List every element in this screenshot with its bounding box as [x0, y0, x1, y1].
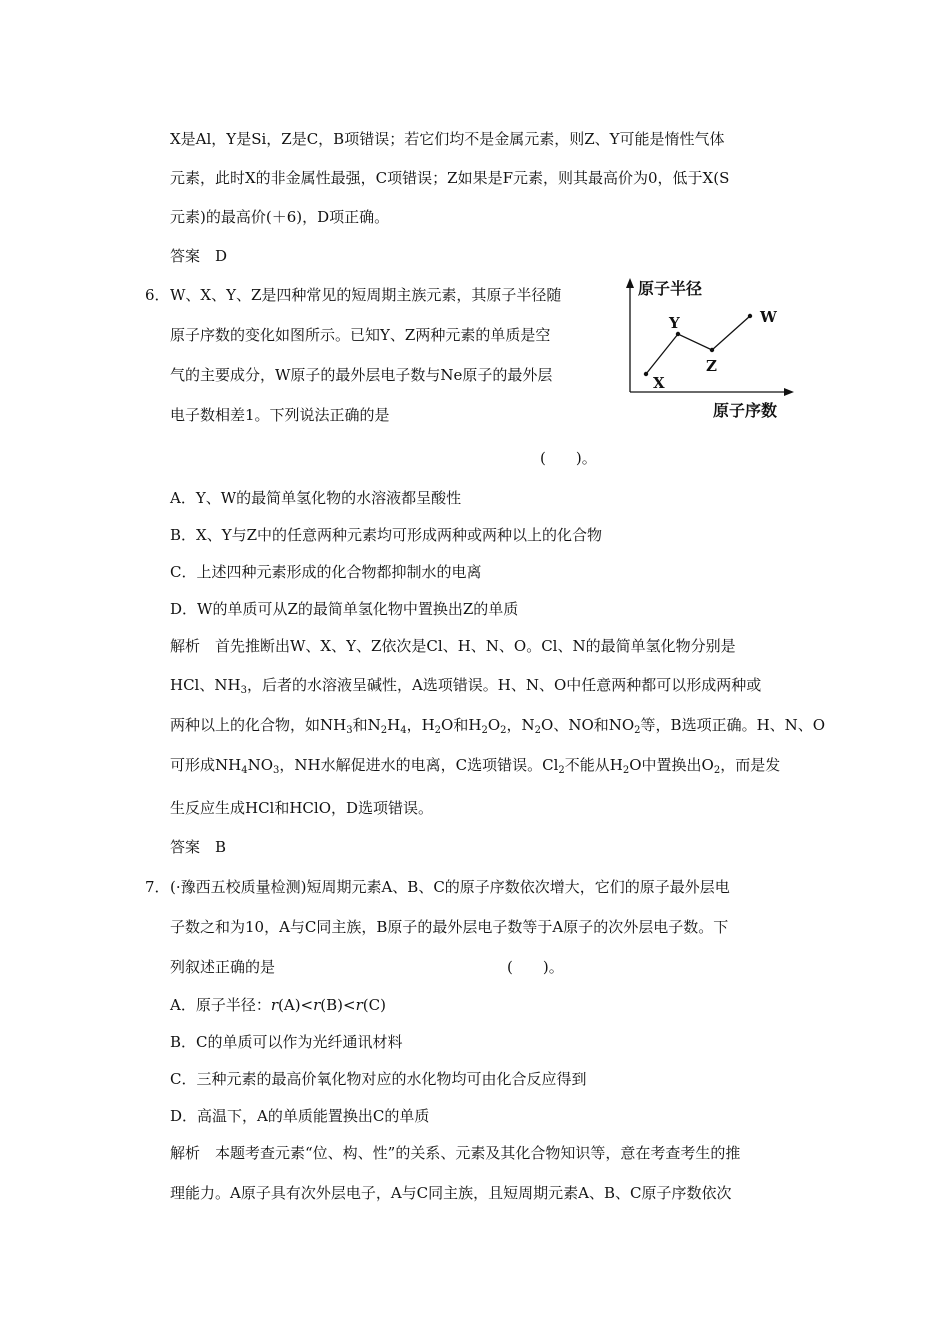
- atomic-radius-figure: [610, 270, 800, 420]
- q6-solution-line-3: 两种以上的化合物，如$NH_3$和$N_2H_4$，$H_2O$和$H_2O_2$，$N_2O$、NO和$NO_2$等，B选项正确。H、N、O: [170, 716, 826, 736]
- q6-stem-line-2: 原子序数的变化如图所示。已知Y、Z两种元素的单质是空: [170, 326, 551, 344]
- y-axis-label: 原子半径: [638, 279, 703, 298]
- q7-stem-line-2: 子数之和为10，A与C同主族，B原子的最外层电子数等于A原子的次外层电子数。下: [170, 918, 729, 936]
- point-y: [676, 332, 680, 336]
- y-axis-arrow: [626, 278, 634, 288]
- label-x: X: [653, 374, 665, 392]
- q7-solution-line-1: 解析 本题考查元素“位、构、性”的关系、元素及其化合物知识等，意在考查考生的推: [170, 1144, 741, 1162]
- q7-stem-line-1: (·豫西五校质量检测)短周期元素A、B、C的原子序数依次增大，它们的原子最外层电: [170, 878, 730, 896]
- prev-solution-line-1: X是Al，Y是Si，Z是C，B项错误；若它们均不是金属元素，则Z、Y可能是惰性气体: [170, 130, 725, 148]
- q7-option-a: A．原子半径：r(A)<r(B)<r(C): [170, 996, 386, 1014]
- label-z: Z: [706, 357, 717, 375]
- q6-solution-line-4: 可形成$NH_4NO_3$，NH水解促进水的电离，C选项错误。$Cl_2$不能从$H_2O$中置换出$O_2$，而是发: [170, 756, 781, 776]
- x-axis-label: 原子序数: [713, 401, 778, 420]
- q7-option-b: B．C的单质可以作为光纤通讯材料: [170, 1033, 403, 1051]
- x-axis-arrow: [784, 388, 794, 396]
- q6-answer: 答案 B: [170, 838, 227, 856]
- q7-stem-line-3: 列叙述正确的是: [170, 958, 276, 976]
- prev-solution-line-2: 元素，此时X的非金属性最强，C项错误；Z如果是F元素，则其最高价为0，低于X(S: [170, 169, 730, 187]
- label-w: W: [760, 308, 777, 326]
- q6-option-b: B．X、Y与Z中的任意两种元素均可形成两种或两种以上的化合物: [170, 526, 603, 544]
- q6-solution-line-5: 生反应生成HCl和HClO，D选项错误。: [170, 799, 434, 817]
- q6-option-d: D．W的单质可从Z的最简单氢化物中置换出Z的单质: [170, 600, 519, 618]
- radius-trend-line: [646, 316, 750, 374]
- q7-solution-line-2: 理能力。A原子具有次外层电子，A与C同主族，且短周期元素A、B、C原子序数依次: [170, 1184, 732, 1202]
- q6-option-c: C．上述四种元素形成的化合物都抑制水的电离: [170, 563, 482, 581]
- point-z: [710, 348, 714, 352]
- q6-solution-line-2: HCl、$NH_3$，后者的水溶液呈碱性，A选项错误。H、N、O中任意两种都可以形成两种或: [170, 676, 762, 696]
- point-w: [748, 314, 752, 318]
- q6-number: 6．: [145, 286, 170, 304]
- q7-number: 7．: [145, 878, 170, 896]
- q6-solution-line-1: 解析 首先推断出W、X、Y、Z依次是Cl、H、N、O。Cl、N的最简单氢化物分别是: [170, 637, 736, 655]
- q7-option-d: D．高温下，A的单质能置换出C的单质: [170, 1107, 430, 1125]
- q6-stem-line-3: 气的主要成分，W原子的最外层电子数与Ne原子的最外层: [170, 366, 553, 384]
- point-x: [644, 372, 648, 376]
- prev-answer: 答案 D: [170, 247, 228, 265]
- label-y: Y: [669, 314, 680, 332]
- q6-stem-line-1: W、X、Y、Z是四种常见的短周期主族元素，其原子半径随: [170, 286, 562, 304]
- q6-option-a: A．Y、W的最简单氢化物的水溶液都呈酸性: [170, 489, 462, 507]
- q7-option-c: C．三种元素的最高价氧化物对应的水化物均可由化合反应得到: [170, 1070, 587, 1088]
- q7-answer-blank: ( )。: [507, 958, 564, 976]
- prev-solution-line-3: 元素)的最高价(＋6)，D项正确。: [170, 208, 390, 226]
- q6-answer-blank: ( )。: [540, 449, 597, 467]
- q6-stem-line-4: 电子数相差1。下列说法正确的是: [170, 406, 390, 424]
